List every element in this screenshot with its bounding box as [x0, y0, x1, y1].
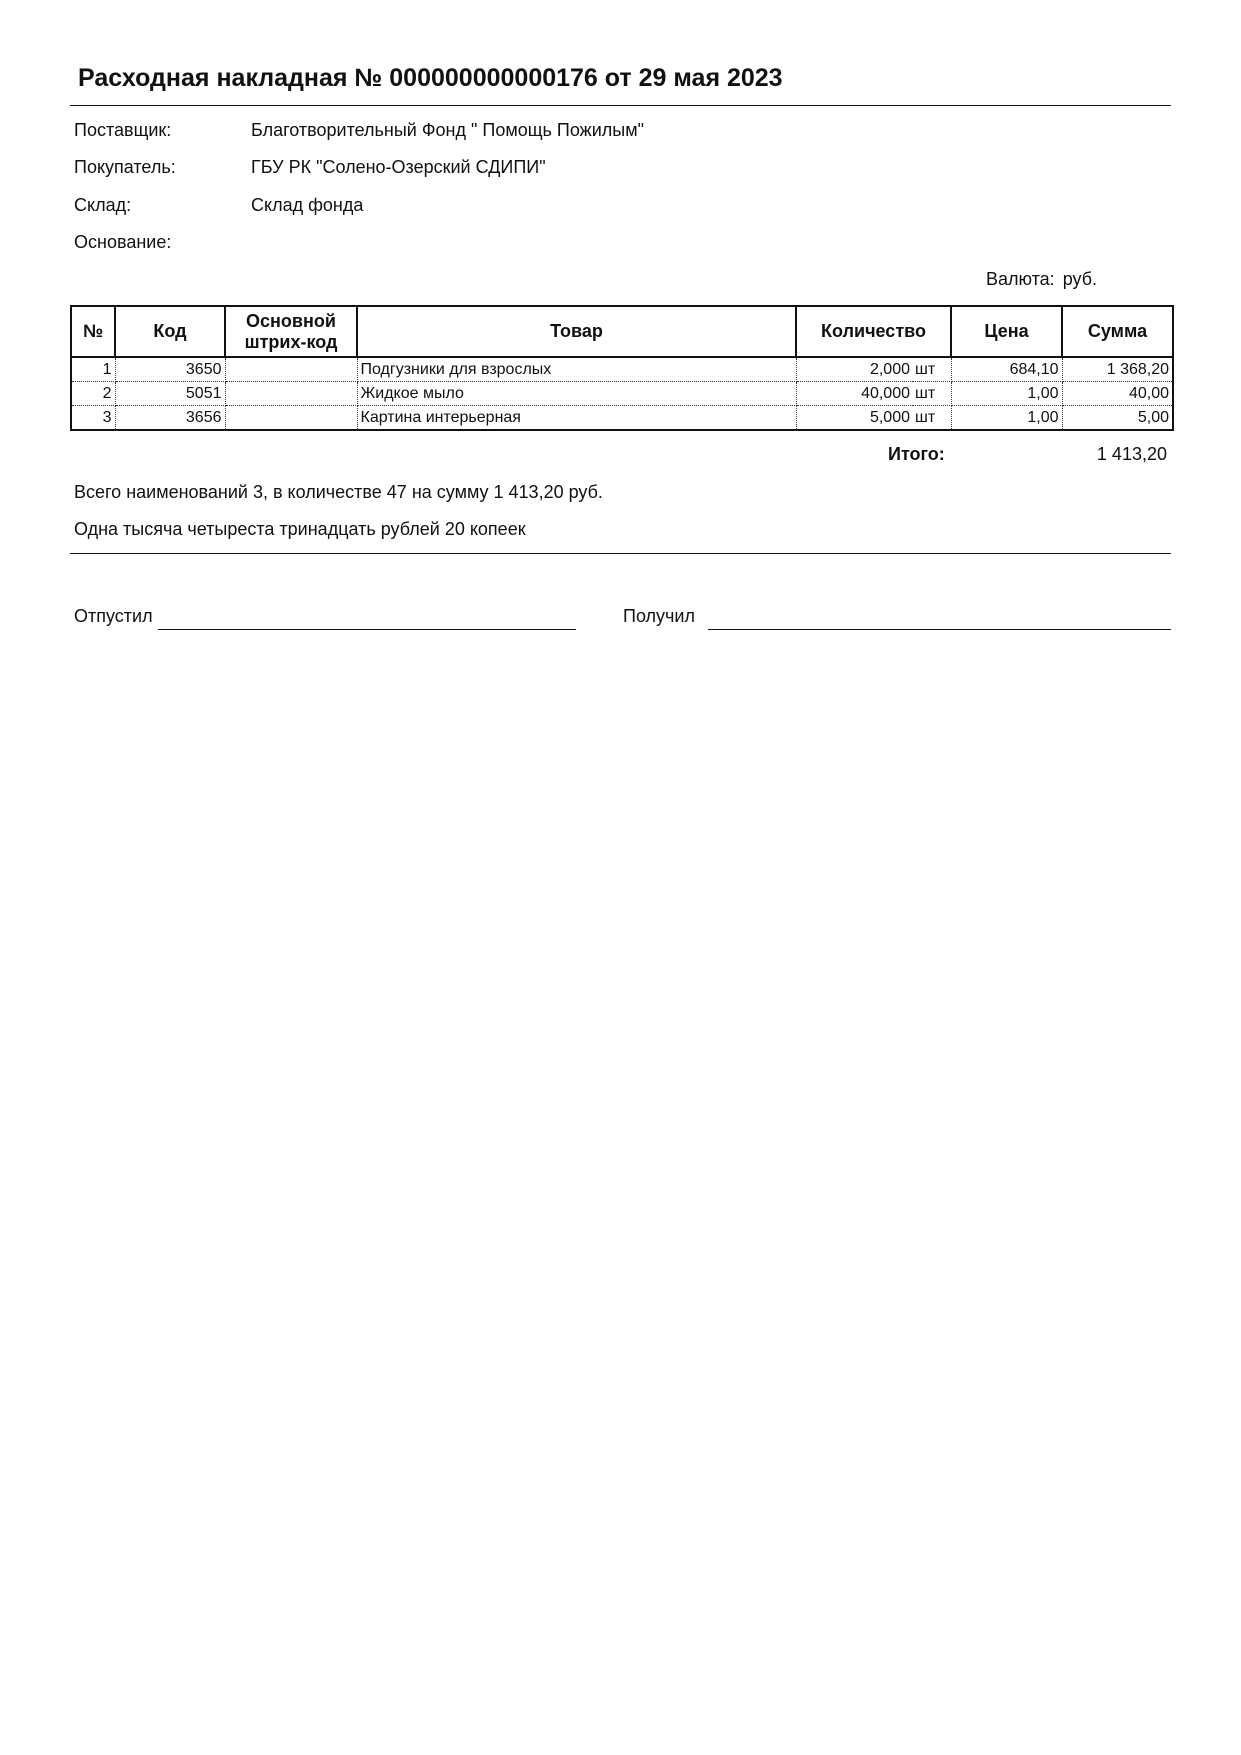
row-price: 1,00	[951, 382, 1062, 406]
row-product: Жидкое мыло	[357, 382, 796, 406]
row-barcode	[225, 382, 357, 406]
row-barcode	[225, 406, 357, 431]
currency-value: руб.	[1062, 269, 1098, 289]
row-quantity: 40,000	[796, 382, 913, 406]
row-unit: шт	[913, 382, 951, 406]
received-label: Получил	[623, 606, 695, 626]
row-code: 3656	[115, 406, 225, 431]
row-sum: 40,00	[1062, 382, 1173, 406]
row-num: 3	[71, 406, 115, 431]
buyer-value: ГБУ РК "Солено-Озерский СДИПИ"	[251, 157, 546, 177]
row-price: 684,10	[951, 357, 1062, 382]
row-unit: шт	[913, 357, 951, 382]
row-quantity: 5,000	[796, 406, 913, 431]
col-header-code: Код	[115, 306, 225, 357]
warehouse-label: Склад:	[74, 195, 132, 215]
table-row	[71, 357, 1173, 382]
released-signature-line	[158, 629, 576, 630]
summary-words: Одна тысяча четыреста тринадцать рублей 20 копеек	[74, 519, 526, 539]
row-num: 1	[71, 357, 115, 382]
row-code: 3650	[115, 357, 225, 382]
table-row	[71, 406, 1173, 431]
received-signature-line	[708, 629, 1171, 630]
warehouse-value: Склад фонда	[251, 195, 364, 215]
col-header-price: Цена	[951, 306, 1062, 357]
col-header-quantity: Количество	[796, 306, 951, 357]
summary-divider	[70, 553, 1171, 554]
row-quantity: 2,000	[796, 357, 913, 382]
total-value: 1 413,20	[1096, 444, 1167, 464]
row-barcode	[225, 357, 357, 382]
supplier-label: Поставщик:	[74, 120, 172, 140]
buyer-label: Покупатель:	[74, 157, 176, 177]
col-header-sum: Сумма	[1062, 306, 1173, 357]
released-label: Отпустил	[74, 606, 153, 626]
title-divider	[70, 105, 1171, 106]
col-header-barcode-line2: штрих-код	[244, 331, 338, 352]
total-label: Итого:	[888, 444, 945, 464]
row-sum: 1 368,20	[1062, 357, 1173, 382]
col-header-barcode-line1: Основной	[246, 310, 336, 331]
row-num: 2	[71, 382, 115, 406]
table-header-row	[71, 306, 1173, 357]
row-product: Подгузники для взрослых	[357, 357, 796, 382]
summary-count: Всего наименований 3, в количестве 47 на сумму 1 413,20 руб.	[74, 482, 603, 502]
currency-label: Валюта:	[986, 269, 1055, 289]
document-title: Расходная накладная № 000000000000176 от 29 мая 2023	[78, 64, 783, 92]
row-price: 1,00	[951, 406, 1062, 431]
row-code: 5051	[115, 382, 225, 406]
table-row	[71, 382, 1173, 406]
items-table	[70, 305, 1174, 431]
col-header-barcode	[225, 306, 357, 357]
basis-label: Основание:	[74, 232, 172, 252]
col-header-num: №	[71, 306, 115, 357]
row-unit: шт	[913, 406, 951, 431]
supplier-value: Благотворительный Фонд " Помощь Пожилым"	[251, 120, 644, 140]
row-product: Картина интерьерная	[357, 406, 796, 431]
row-sum: 5,00	[1062, 406, 1173, 431]
col-header-product: Товар	[357, 306, 796, 357]
currency	[986, 269, 1097, 290]
